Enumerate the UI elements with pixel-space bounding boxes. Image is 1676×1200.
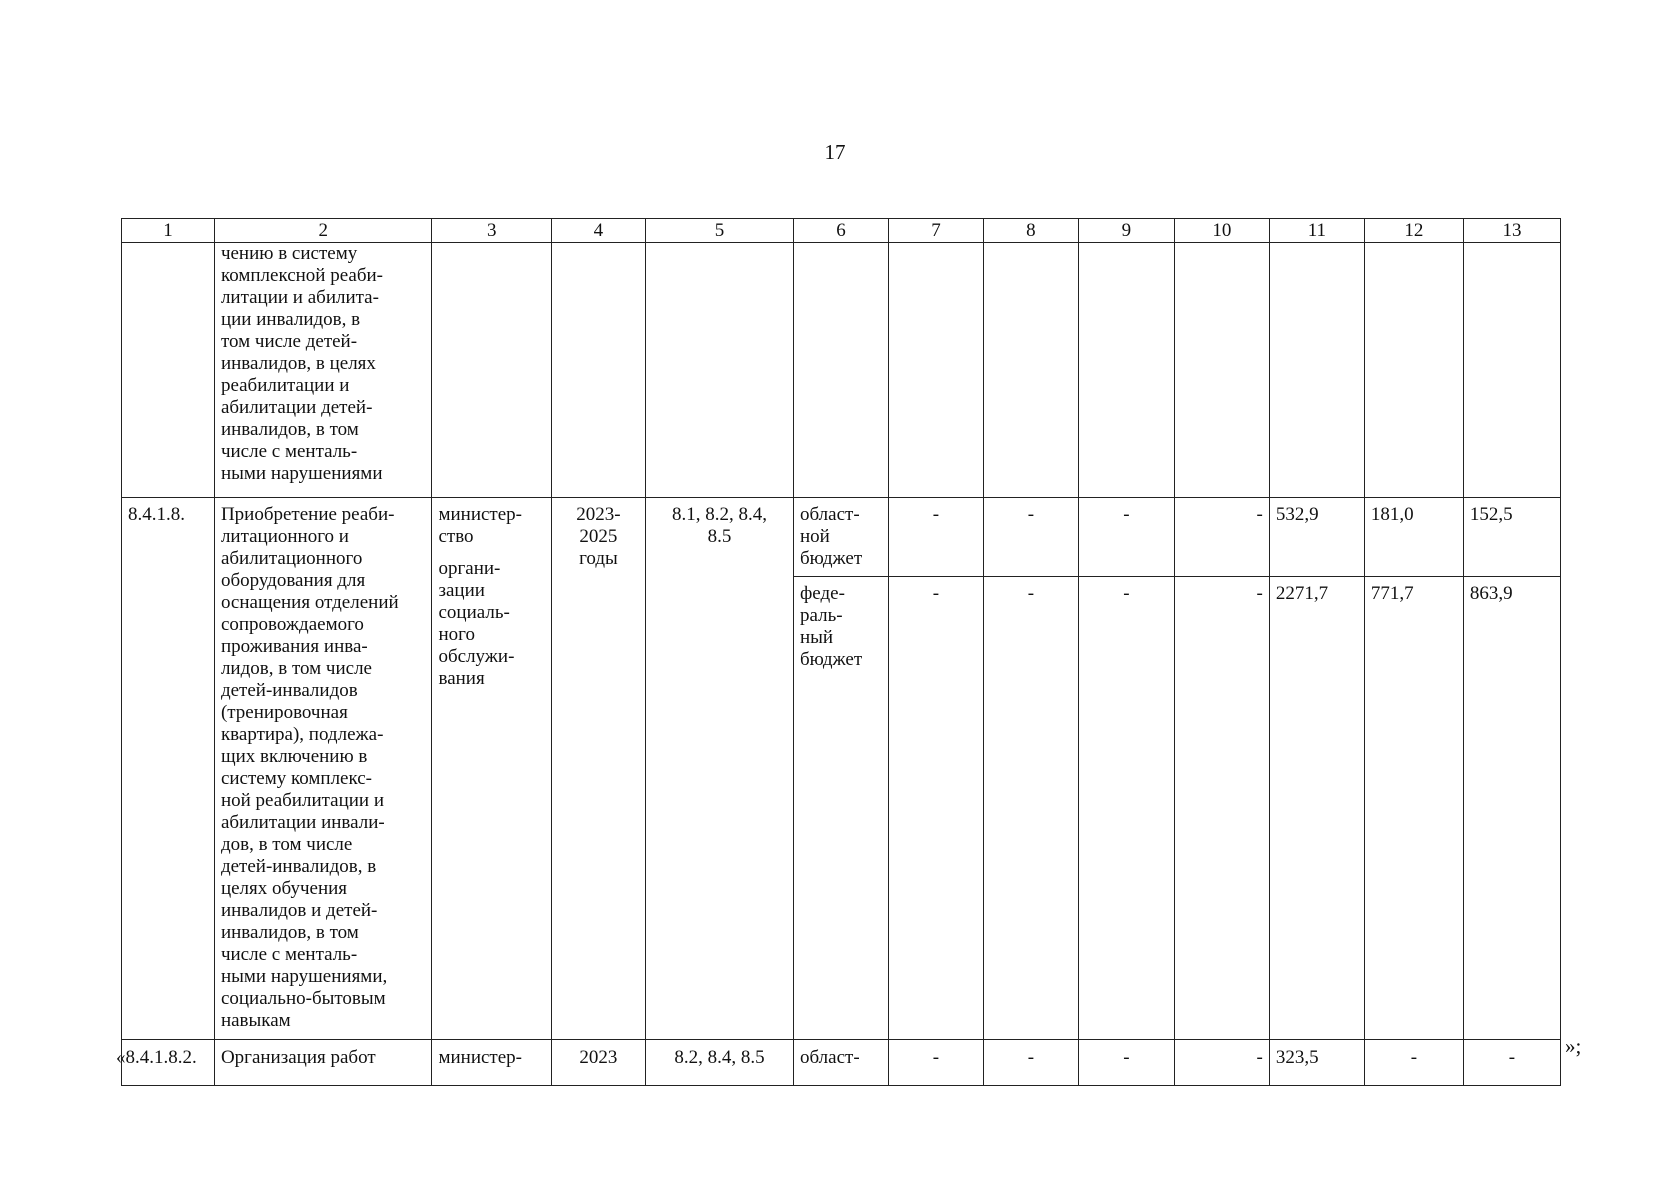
empty-cell <box>1364 243 1463 498</box>
value-col-10: - <box>1174 498 1269 577</box>
value-col-11: 323,5 <box>1269 1040 1364 1086</box>
empty-cell <box>1174 243 1269 498</box>
value-col-7: - <box>888 577 983 1040</box>
empty-cell <box>888 243 983 498</box>
empty-cell <box>983 243 1078 498</box>
value-col-12: 771,7 <box>1364 577 1463 1040</box>
implementation-period: 2023- 2025 годы <box>551 498 645 1040</box>
activity-row-regional <box>122 498 1561 577</box>
continuation-text: чению в систему комплексной реаби- литации и абилита- ции инвалидов, в том числе детей- инвалидов, в целях реабилитации и абилитации детей- инвалидов, в том числе с менталь- ными нарушениями <box>214 243 432 498</box>
continuation-row <box>122 243 1561 498</box>
value-col-11: 532,9 <box>1269 498 1364 577</box>
activity-name: Приобретение реаби- литационного и абилитационного оборудования для оснащения отделений сопровождаемого проживания инва- лидов, в том числе детей-инвалидов (тренировочная квартира), подлежа- щих включению в систему комплекс- ной реабилитации и абилитации инвали- дов, в том числе детей-инвалидов, в целях обучения инвалидов и детей- инвалидов, в том числе с менталь- ными нарушениями, социально-бытовым навыкам <box>214 498 432 1040</box>
value-col-13: 152,5 <box>1463 498 1560 577</box>
empty-cell <box>122 243 215 498</box>
empty-cell <box>551 243 645 498</box>
value-col-10: - <box>1174 577 1269 1040</box>
value-col-7: - <box>888 1040 983 1086</box>
value-col-11: 2271,7 <box>1269 577 1364 1040</box>
activity-number <box>116 1040 215 1086</box>
value-col-9: - <box>1078 577 1174 1040</box>
value-col-9: - <box>1078 498 1174 577</box>
value-col-7: - <box>888 498 983 577</box>
column-number: 8 <box>983 219 1078 243</box>
column-number: 7 <box>888 219 983 243</box>
program-activities-table <box>116 218 1561 1086</box>
empty-cell <box>793 243 888 498</box>
funding-source: област- ной бюджет <box>793 498 888 577</box>
empty-cell <box>1269 243 1364 498</box>
column-number: 12 <box>1364 219 1463 243</box>
empty-cell <box>645 243 793 498</box>
value-col-8: - <box>983 1040 1078 1086</box>
executor-organizations: органи- зации социаль- ного обслужи- вания <box>438 558 515 689</box>
value-col-8: - <box>983 498 1078 577</box>
executor-cell <box>432 498 551 1040</box>
indicator-numbers: 8.1, 8.2, 8.4, 8.5 <box>645 498 793 1040</box>
column-number: 2 <box>214 219 432 243</box>
value-col-12: 181,0 <box>1364 498 1463 577</box>
column-number: 5 <box>645 219 793 243</box>
column-number: 10 <box>1174 219 1269 243</box>
value-col-8: - <box>983 577 1078 1040</box>
closing-quote-mark: »; <box>1565 1034 1582 1058</box>
empty-cell <box>1463 243 1560 498</box>
value-col-9: - <box>1078 1040 1174 1086</box>
column-numbers-row <box>122 219 1561 243</box>
executor-ministry: министер- ство <box>438 504 522 547</box>
column-number: 1 <box>122 219 215 243</box>
value-col-13: 863,9 <box>1463 577 1560 1040</box>
funding-source: феде- раль- ный бюджет <box>793 577 888 1040</box>
activity-number: 8.4.1.8. <box>122 498 215 1040</box>
activity-name: Организация работ <box>214 1040 432 1086</box>
indicator-numbers: 8.2, 8.4, 8.5 <box>645 1040 793 1086</box>
executor-cell: министер- <box>432 1040 551 1086</box>
value-col-13: - <box>1463 1040 1560 1086</box>
column-number: 13 <box>1463 219 1560 243</box>
value-col-10: - <box>1174 1040 1269 1086</box>
funding-source: област- <box>793 1040 888 1086</box>
column-number: 11 <box>1269 219 1364 243</box>
value-col-12: - <box>1364 1040 1463 1086</box>
implementation-period: 2023 <box>551 1040 645 1086</box>
empty-cell <box>432 243 551 498</box>
column-number: 4 <box>551 219 645 243</box>
activity-row-next <box>122 1040 1561 1086</box>
column-number: 6 <box>793 219 888 243</box>
column-number: 9 <box>1078 219 1174 243</box>
activity-number-text: «8.4.1.8.2. <box>116 1047 197 1068</box>
empty-cell <box>1078 243 1174 498</box>
page-number: 17 <box>824 140 846 164</box>
column-number: 3 <box>432 219 551 243</box>
